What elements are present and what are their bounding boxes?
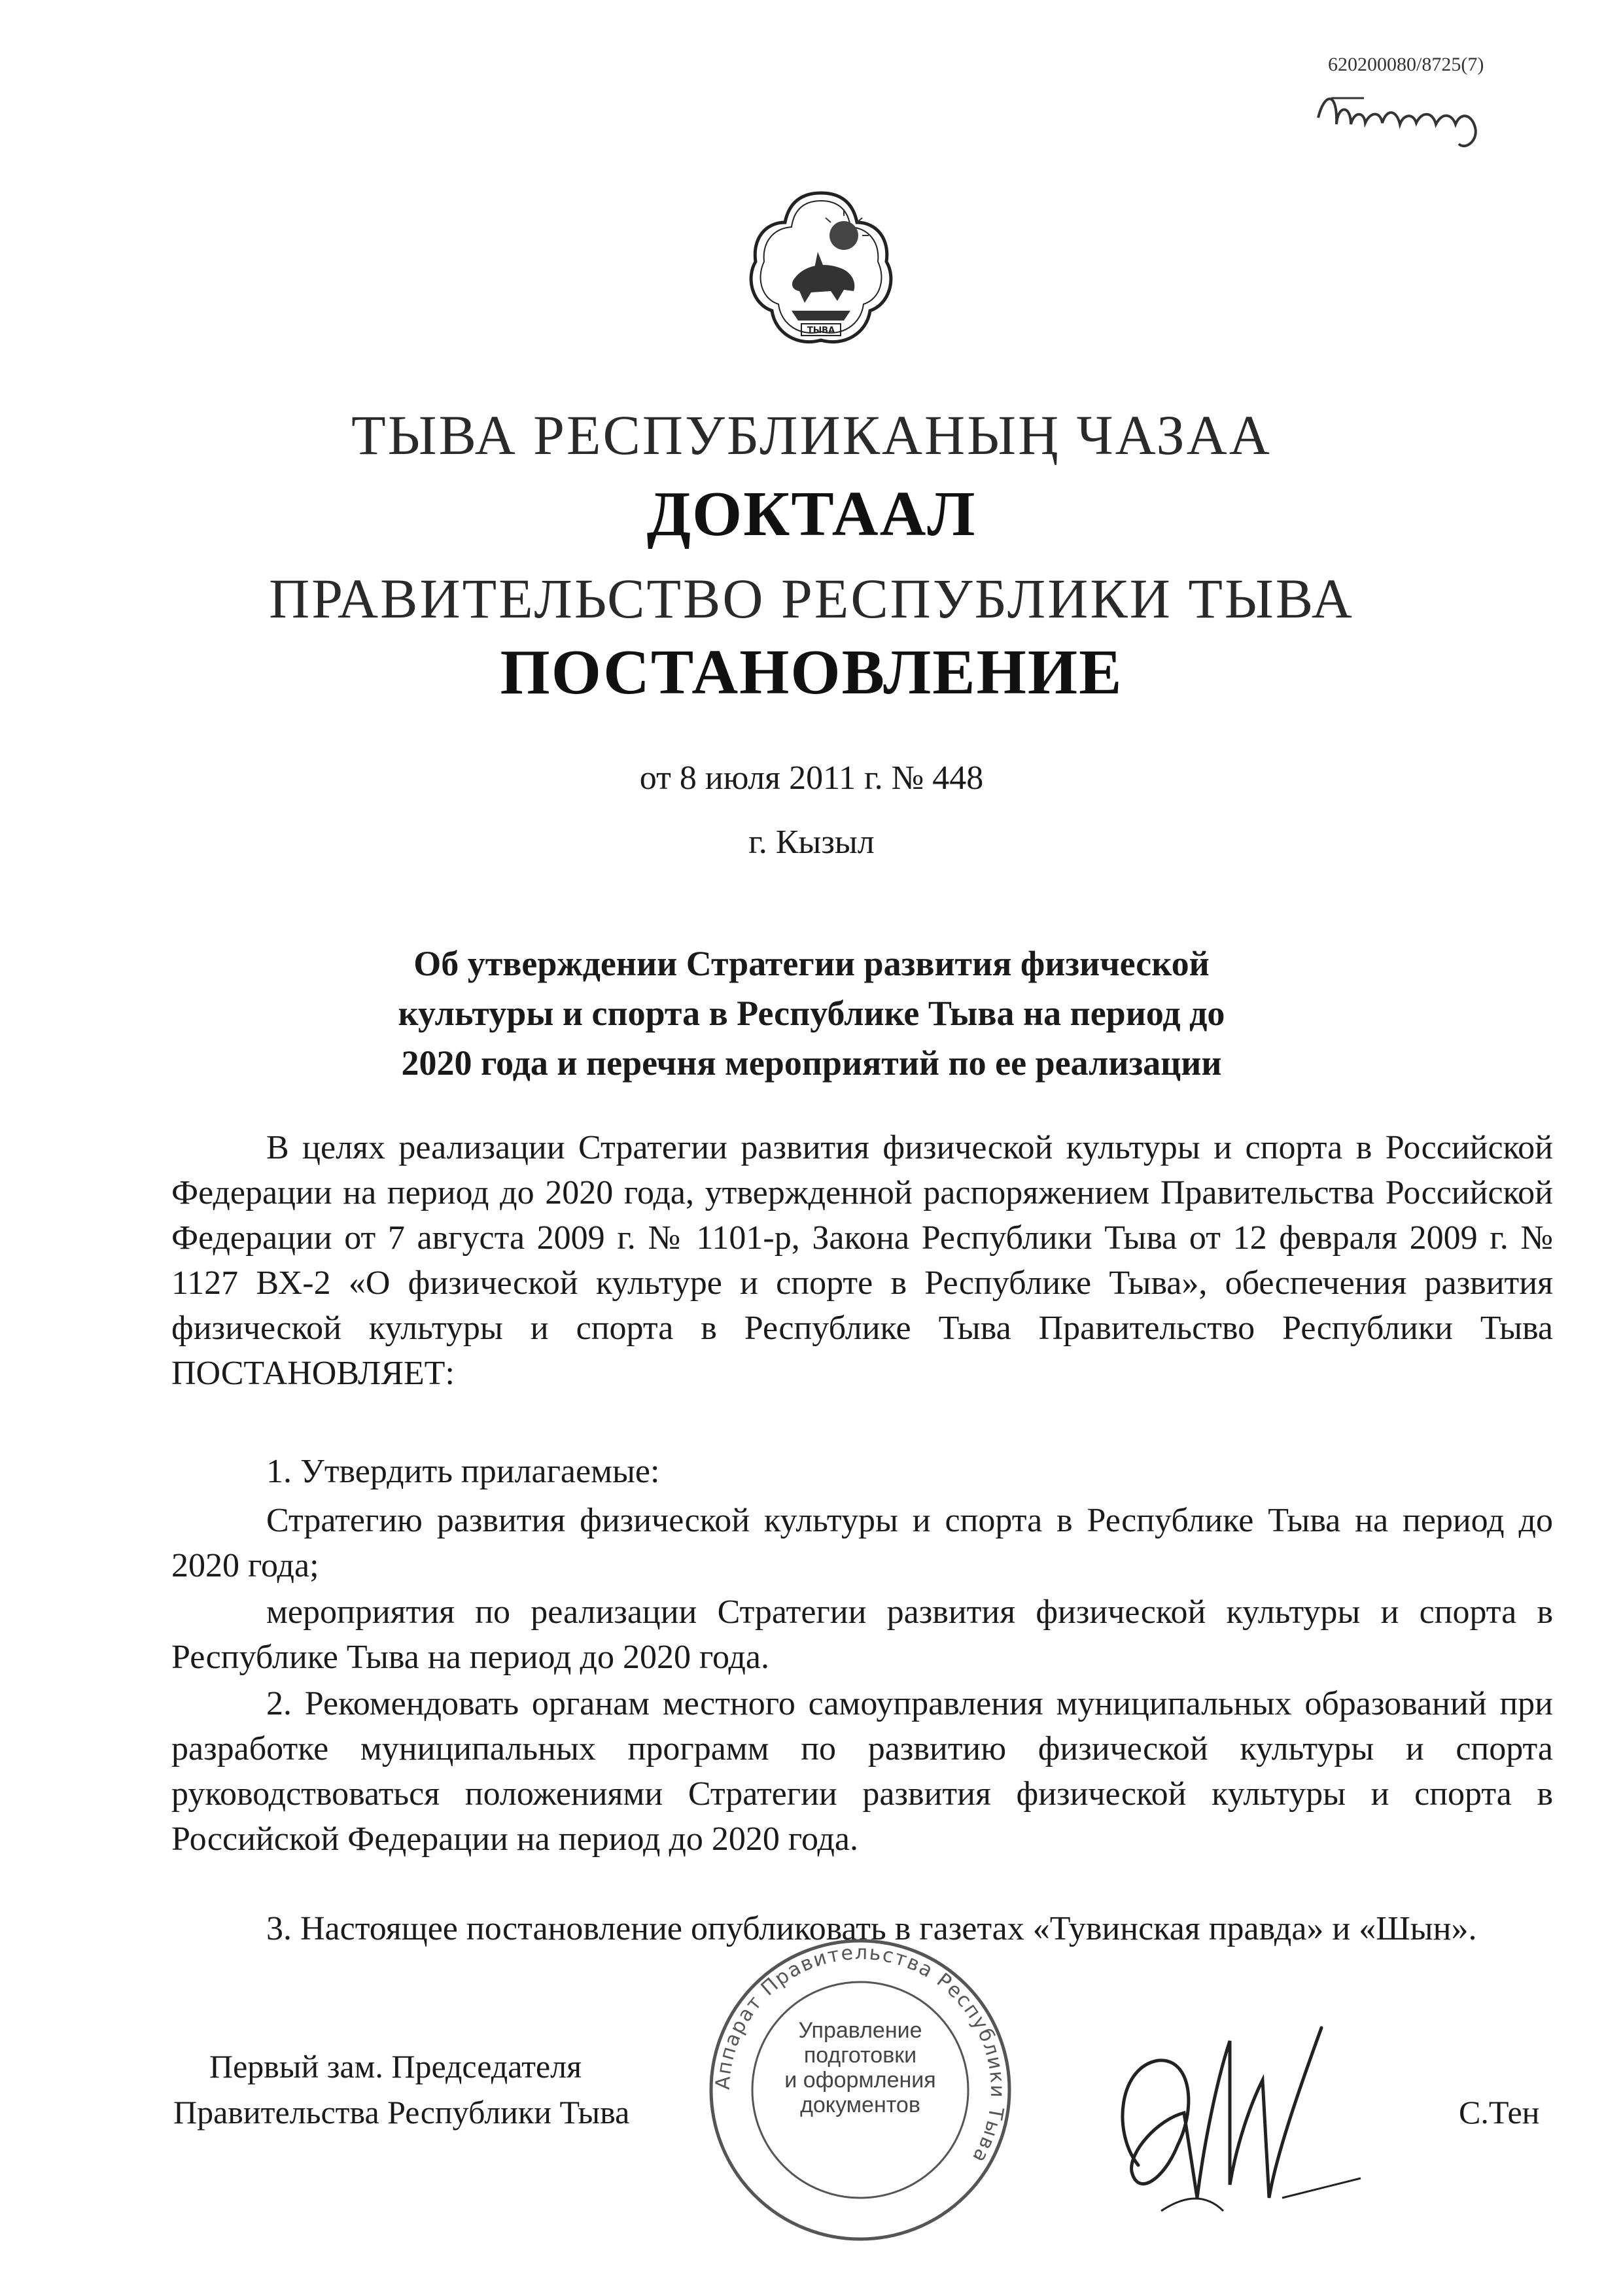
title-line-2: культуры и спорта в Республике Тыва на период до [398,994,1225,1033]
item-3-text: 3. Настоящее постановление опубликовать в газетах «Тувинская правда» и «Шын». [266,1910,1477,1947]
preamble-paragraph [171,1125,1553,1396]
item-2-paragraph [171,1681,1553,1862]
header-document-type: ПОСТАНОВЛЕНИЕ [500,637,1123,708]
stamp-line-3: и оформления [784,2068,936,2093]
header-tyva-government: ТЫВА РЕСПУБЛИКАНЫҢ ЧАЗАА [351,404,1272,466]
document-city: г. Кызыл [748,824,875,861]
item-2-text: 2. Рекомендовать органам местного самоуправления муниципальных образований при разработке муниципальных программ по развитию физической культуры и спорта руководствоваться положениями Стратегии развития физической культуры и спорта в Российской Федерации на период до 2020 года. [171,1685,1553,1858]
header-government-name: ПРАВИТЕЛЬСТВО РЕСПУБЛИКИ ТЫВА [269,567,1354,630]
corner-handwritten-mark [1312,78,1508,157]
preamble-text: В целях реализации Стратегии развития физической культуры и спорта в Российской Федерации на период до 2020 года, утвержденной распоряжением Правительства Российской Федерации от 7 августа 2009 г. № 1101-р, Закона Республики Тыва от 12 февраля 2009 г. № 1127 ВХ-2 «О физической культуре и спорте в Республике Тыва», обеспечения развития физической культуры и спорта в Республике Тыва Правительство Республики Тыва ПОСТАНОВЛЯЕТ: [171,1129,1553,1392]
item-1a-paragraph [171,1498,1553,1588]
stamp-line-4: документов [800,2093,920,2117]
emblem-label: ТЫВА [807,326,835,336]
title-line-3: 2020 года и перечня мероприятий по ее реализации [401,1043,1222,1083]
handwritten-signature [1099,2002,1374,2224]
signer-position-line-1: Первый зам. Председателя [209,2048,582,2085]
item-1a-text: Стратегию развития физической культуры и спорта в Республике Тыва на период до 2020 года; [171,1502,1553,1584]
title-line-1: Об утверждении Стратегии развития физической [413,944,1210,983]
stamp-line-2: подготовки [803,2043,917,2068]
item-1-paragraph [171,1449,1553,1494]
signer-name: С.Тен [1459,2094,1540,2131]
tyva-coat-of-arms-emblem [746,186,896,363]
signer-position-line-2: Правительства Республики Тыва [173,2094,630,2131]
item-1b-text: мероприятия по реализации Стратегии развития физической культуры и спорта в Республике Тыва на период до 2020 года. [171,1593,1553,1676]
stamp-center-text [762,2018,958,2117]
stamp-ring-text: Аппарат Правительства Республики Тыва [711,1941,1009,2168]
stamp-line-1: Управление [798,2018,922,2043]
document-registration-code: 620200080/8725(7) [1328,54,1484,75]
document-date-number: от 8 июля 2011 г. № 448 [639,759,984,797]
document-title [0,939,1623,1088]
item-1-text: 1. Утвердить прилагаемые: [266,1453,660,1490]
item-1b-paragraph [171,1590,1553,1680]
header-tyva-document-type: ДОКТААЛ [646,479,977,549]
